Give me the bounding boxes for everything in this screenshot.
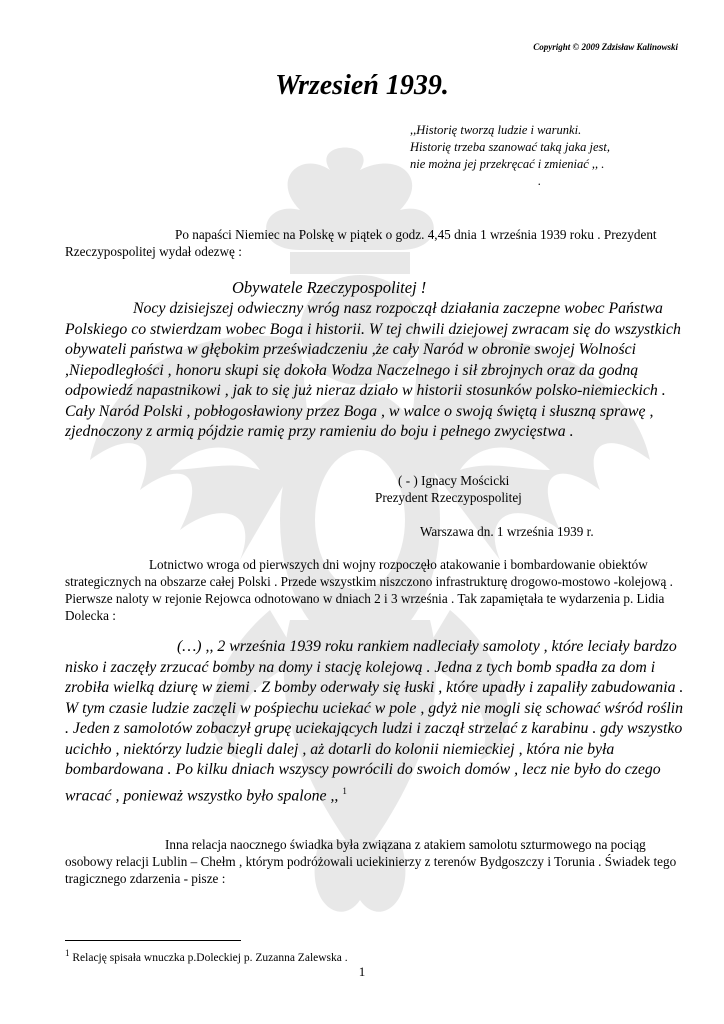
paragraph-train-attack: Inna relacja naocznego świadka była związana z atakiem samolotu szturmowego na pociąg osobowy relacji Lublin – Chełm , którym podróżowali uciekinierzy z terenów Bydgoszczy i Torunia . Świadek tego tragicznego zdarzenia - pisze : [65, 837, 677, 886]
paragraph-air-raids: Lotnictwo wroga od pierwszych dni wojny rozpoczęło atakowanie i bombardowanie obiektów strategicznych na obszarze całej Polski . Przede wszystkim niszczono infrastrukturę drogowo-mostowo -kolejową . Pierwsze naloty w rejonie Rejowca odnotowano w dniach 2 i 3 września . Tak zapamiętała te wydarzenia p. Lidia Dolecka : [65, 557, 673, 623]
appeal-text: Nocy dzisiejszej odwieczny wróg nasz rozpoczął działania zaczepne wobec Państwa Polskiego co stwierdzam wobec Boga i historii. W tej chwili dziejowej zwracam się do wszystkich obywateli państwa w głębokim przeświadczeniu ,że cały Naród w obronie swojej Wolności ,Niepodległości , honoru skupi się dokoła Wodza Naczelnego i sił zbrojnych oraz da godną odpowiedź napastnikowi , jak to się już nieraz działo w historii stosunków polsko-niemieckich . Cały Naród Polski , pobłogosławiony przez Boga , w walce o swoją świętą i słuszną sprawę , zjednoczony z armią pójdzie ramię przy ramieniu do boju i pełnego zwycięstwa . [65, 300, 681, 440]
witness-quote [65, 637, 689, 806]
eagle-emblem-watermark [70, 140, 670, 940]
motto-line: Historię trzeba szanować taką jaka jest, [410, 140, 610, 154]
page-number: 1 [358, 964, 366, 979]
signature-place-date: Warszawa dn. 1 września 1939 r. [420, 524, 594, 539]
quote-lead: (…) [177, 638, 206, 655]
footnote-ref: 1 [342, 785, 347, 796]
copyright-notice: Copyright © 2009 Zdzisław Kalinowski [533, 42, 678, 52]
footnote [65, 948, 348, 964]
footnote-text: Relację spisała wnuczka p.Doleckiej p. Zuzanna Zalewska . [69, 951, 348, 964]
motto-epigraph [410, 122, 610, 190]
signature-name: ( - ) Ignacy Mościcki [398, 473, 510, 488]
quote-text: ,, 2 września 1939 roku rankiem nadleciały samoloty , które leciały bardzo nisko i zaczęły zrzucać bomby na domy i stację kolejową . Jedna z tych bomb spadła za dom i zrobiła wielką dziurę w ziemi . Z bomby oderwały się łuski , które upadły i zapaliły zabudowania . W tym czasie ludzie zaczęli w pośpiechu uciekać w pole , gdyż nie mogli się schować wśród roślin . Jeden z samolotów zobaczył grupę uciekających ludzi i zaczął strzelać z karabinu . gdy wszystko ucichło , niektórzy ludzie biegli dalej , aż dotarli do kolonii niemieckiej , która nie była bombardowana . Po kilku dniach wszyscy powrócili do swoich domów , lecz nie było do czego wracać , ponieważ wszystko było spalone ,, [65, 638, 684, 804]
footnote-separator [65, 940, 241, 941]
signature-role: Prezydent Rzeczypospolitej [375, 490, 522, 505]
footnote-number: 1 [65, 948, 70, 958]
page-title: Wrzesień 1939. [275, 70, 449, 101]
appeal-heading: Obywatele Rzeczypospolitej ! [232, 278, 427, 297]
motto-line: nie można jej przekręcać i zmieniać ,, . [410, 157, 605, 171]
intro-paragraph: Po napaści Niemiec na Polskę w piątek o godz. 4,45 dnia 1 września 1939 roku . Prezydent Rzeczypospolitej wydał odezwę : [65, 227, 657, 259]
motto-line: ,,Historię tworzą ludzie i warunki. [410, 123, 582, 137]
motto-line: . [538, 174, 542, 188]
